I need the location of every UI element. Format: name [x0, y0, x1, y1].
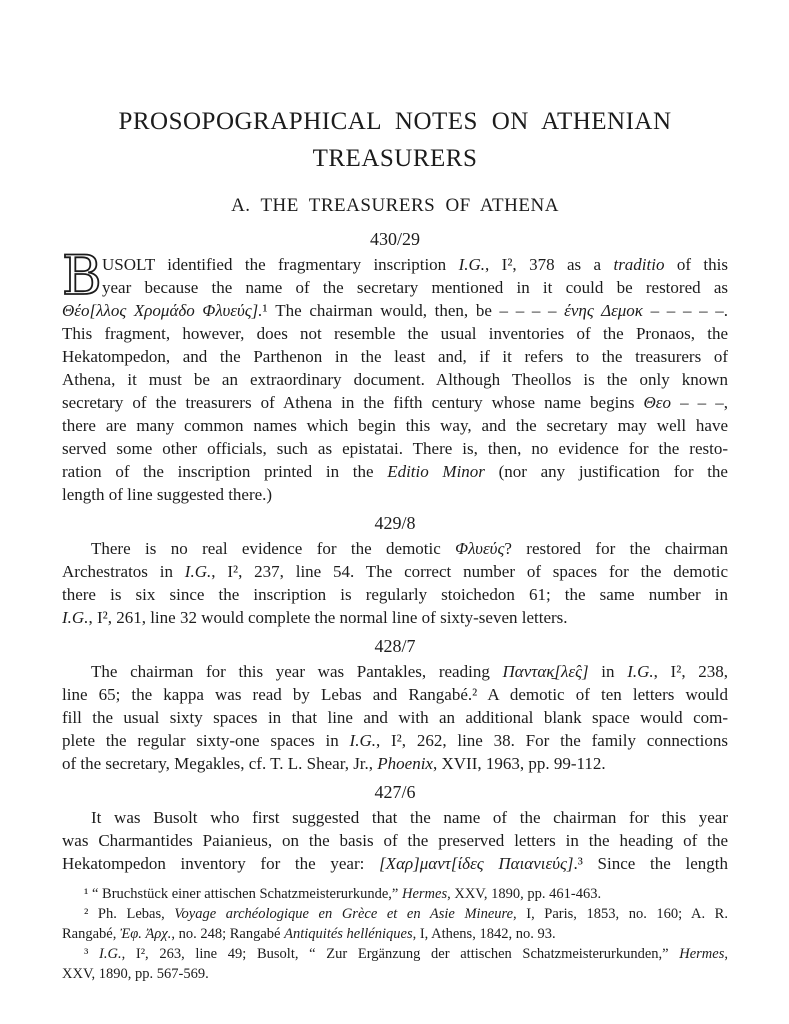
- text-line: ration of the inscription printed in the Editio Minor (nor any justification for the: [62, 462, 728, 481]
- footnote-line: Rangabé, Ἐφ. Ἀρχ., no. 248; Rangabé Antiquités helléniques, I, Athens, 1842, no. 93.: [62, 926, 556, 942]
- footnote-line: ² Ph. Lebas, Voyage archéologique en Grèce et en Asie Mineure, I, Paris, 1853, no. 160; A. R.: [84, 906, 728, 922]
- year-heading-430-29: 430/29: [369, 229, 420, 249]
- year-heading-428-7: 428/7: [374, 636, 416, 656]
- year-heading-429-8: 429/8: [374, 513, 416, 533]
- text-line: fill the usual sixty spaces in that line and with an additional blank space would com-: [62, 708, 728, 727]
- paragraph-430-29: [62, 244, 728, 506]
- text-line: USOLT identified the fragmentary inscription I.G., I², 378 as a traditio of this: [102, 255, 728, 274]
- text-line: plete the regular sixty-one spaces in I.G., I², 262, line 38. For the family connections: [62, 731, 728, 750]
- text-line: Θέο[λλος Χρομάδο Φλυεύς].¹ The chairman would, then, be – – – – ένης Δεμοκ – – – – –.: [62, 301, 728, 320]
- text-line: served some other officials, such as epistatai. There is, then, no evidence for the resto-: [62, 439, 728, 458]
- paragraph-429-8: [62, 537, 728, 629]
- text-line: There is no real evidence for the demotic Φλυεύς? restored for the chairman: [91, 539, 728, 558]
- text-line: of the secretary, Megakles, cf. T. L. Shear, Jr., Phoenix, XVII, 1963, pp. 99-112.: [62, 754, 606, 773]
- footnote-line: ¹ “ Bruchstück einer attischen Schatzmeisterurkunde,” Hermes, XXV, 1890, pp. 461-463.: [84, 886, 602, 902]
- article-title-line-1: PROSOPOGRAPHICAL NOTES ON ATHENIAN: [118, 108, 672, 135]
- footnote-line: XXV, 1890, pp. 567-569.: [62, 966, 209, 982]
- text-line: was Charmantides Paianieus, on the basis of the preserved letters in the heading of the: [62, 831, 728, 850]
- footnotes: [62, 885, 728, 985]
- text-line: line 65; the kappa was read by Lebas and Rangabé.² A demotic of ten letters would: [62, 685, 728, 704]
- text-line: Hekatompedon inventory for the year: [Χαρ]μαντ[ίδες Παιανιεύς].³ Since the length: [62, 854, 728, 873]
- text-line: secretary of the treasurers of Athena in the fifth century whose name begins Θεο – – –,: [62, 393, 728, 412]
- text-line: Archestratos in I.G., I², 237, line 54. The correct number of spaces for the demotic: [62, 562, 728, 581]
- text-line: Hekatompedon, and the Parthenon in the least and, if it refers to the treasurers of: [62, 347, 728, 366]
- text-line: This fragment, however, does not resemble the usual inventories of the Pronaos, the: [62, 324, 728, 343]
- section-heading: A. THE TREASURERS OF ATHENA: [231, 195, 559, 216]
- text-line: there are many common names which begin this way, and the secretary may well have: [62, 416, 728, 435]
- text-line: there is six since the inscription is regularly stoichedon 61; the same number in: [62, 585, 728, 604]
- text-line: length of line suggested there.): [62, 485, 273, 504]
- text-line: Athena, it must be an extraordinary document. Although Theollos is the only known: [62, 370, 728, 389]
- paragraph-427-6: [62, 806, 728, 875]
- text-line: year because the name of the secretary mentioned in it could be restored as: [102, 278, 728, 297]
- footnote-line: ³ I.G., I², 263, line 49; Busolt, “ Zur Ergänzung der attischen Schatzmeisterurkunden,” Hermes,: [84, 946, 728, 962]
- paragraph-428-7: [62, 660, 728, 775]
- article-title-line-2: TREASURERS: [312, 145, 478, 172]
- text-line: The chairman for this year was Pantakles, reading Παντακ̱[λε̂ς] in I.G., I², 238,: [91, 662, 728, 681]
- text-line: It was Busolt who first suggested that the name of the chairman for this year: [91, 808, 728, 827]
- text-line: I.G., I², 261, line 32 would complete the normal line of sixty-seven letters.: [62, 608, 568, 627]
- article-title: [62, 103, 728, 177]
- year-heading-427-6: 427/6: [374, 782, 416, 802]
- drop-cap-initial: B: [62, 244, 102, 307]
